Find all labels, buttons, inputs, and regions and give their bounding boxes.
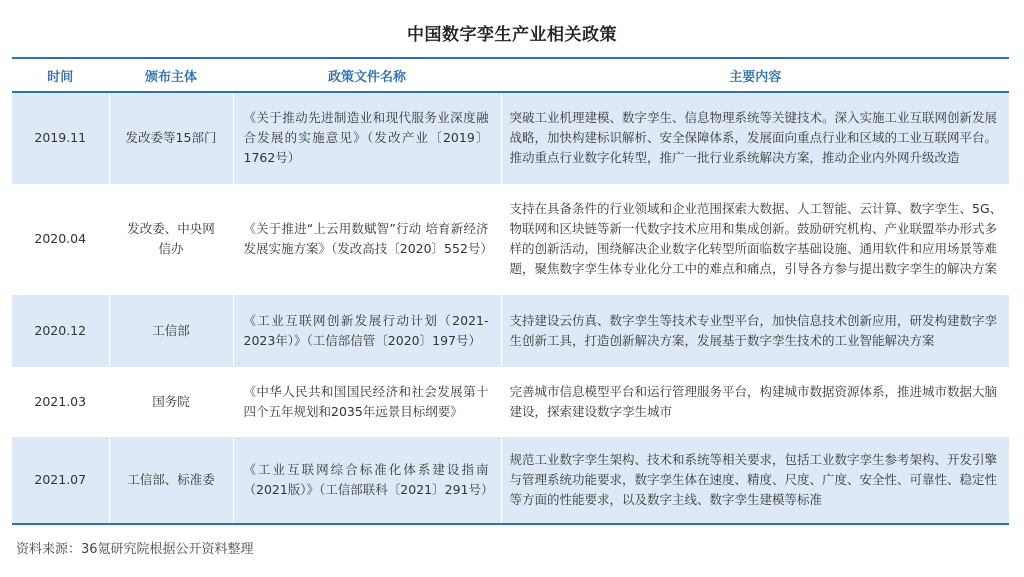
- row-time: 2019.11: [12, 92, 109, 184]
- row-time: 2021.03: [12, 367, 109, 436]
- row-content: 突破工业机理建模、数字孪生、信息物理系统等关键技术。深入实施工业互联网创新发展战略，加快构建标识解析、安全保障体系，发展面向重点行业和区域的工业互联网平台。推动重点行业数字化转型，推广一批行业系统解决方案，推动企业内外网升级改造: [501, 92, 1009, 184]
- row-issuer: 发改委等15部门: [109, 92, 233, 184]
- row-document: 《工业互联网创新发展行动计划（2021-2023年）》（工信部信管〔2020〕197号）: [233, 294, 501, 367]
- row-time: 2020.04: [12, 184, 109, 294]
- row-content: 规范工业数字孪生架构、技术和系统等相关要求，包括工业数字孪生参考架构、开发引擎与管理系统功能要求，数字孪生体在速度、精度、尺度、广度、安全性、可靠性、稳定性等方面的性能要求，以及数字主线、数字孪生建模等标准: [501, 436, 1009, 524]
- row-issuer: 工信部: [109, 294, 233, 367]
- policy-table: [12, 57, 1009, 525]
- header-document: 政策文件名称: [233, 58, 501, 92]
- table-row: [12, 184, 1009, 294]
- row-time: 2021.07: [12, 436, 109, 524]
- row-issuer: 国务院: [109, 367, 233, 436]
- source-note: 资料来源：36氪研究院根据公开资料整理: [16, 542, 254, 557]
- page-title: 中国数字孪生产业相关政策: [407, 25, 617, 45]
- row-content: 完善城市信息模型平台和运行管理服务平台，构建城市数据资源体系，推进城市数据大脑建设，探索建设数字孪生城市: [501, 367, 1009, 436]
- row-document: 《关于推动先进制造业和现代服务业深度融合发展的实施意见》（发改产业〔2019〕1762号）: [233, 92, 501, 184]
- header-issuer: 颁布主体: [109, 58, 233, 92]
- row-document: 《工业互联网综合标准化体系建设指南（2021版）》（工信部联科〔2021〕291号）: [233, 436, 501, 524]
- row-issuer: 发改委、中央网信办: [109, 184, 233, 294]
- row-content: 支持建设云仿真、数字孪生等技术专业型平台，加快信息技术创新应用，研发构建数字孪生创新工具，打造创新解决方案，发展基于数字孪生技术的工业智能解决方案: [501, 294, 1009, 367]
- header-time: 时间: [12, 58, 109, 92]
- row-content: 支持在具备条件的行业领域和企业范围探索大数据、人工智能、云计算、数字孪生、5G、物联网和区块链等新一代数字技术应用和集成创新。鼓励研究机构、产业联盟举办形式多样的创新活动，围绕解决企业数字化转型所面临数字基础设施、通用软件和应用场景等难题，聚焦数字孪生体专业化分工中的难点和痛点，引导各方参与提出数字孪生的解决方案: [501, 184, 1009, 294]
- row-document: 《关于推进“上云用数赋智”行动 培育新经济发展实施方案》（发改高技〔2020〕552号）: [233, 184, 501, 294]
- row-time: 2020.12: [12, 294, 109, 367]
- table-row: [12, 367, 1009, 436]
- header-content: 主要内容: [501, 58, 1009, 92]
- table-row: [12, 294, 1009, 367]
- row-document: 《中华人民共和国国民经济和社会发展第十四个五年规划和2035年远景目标纲要》: [233, 367, 501, 436]
- table-header-row: [12, 58, 1009, 92]
- row-issuer: 工信部、标准委: [109, 436, 233, 524]
- table-row: [12, 92, 1009, 184]
- table-row: [12, 436, 1009, 524]
